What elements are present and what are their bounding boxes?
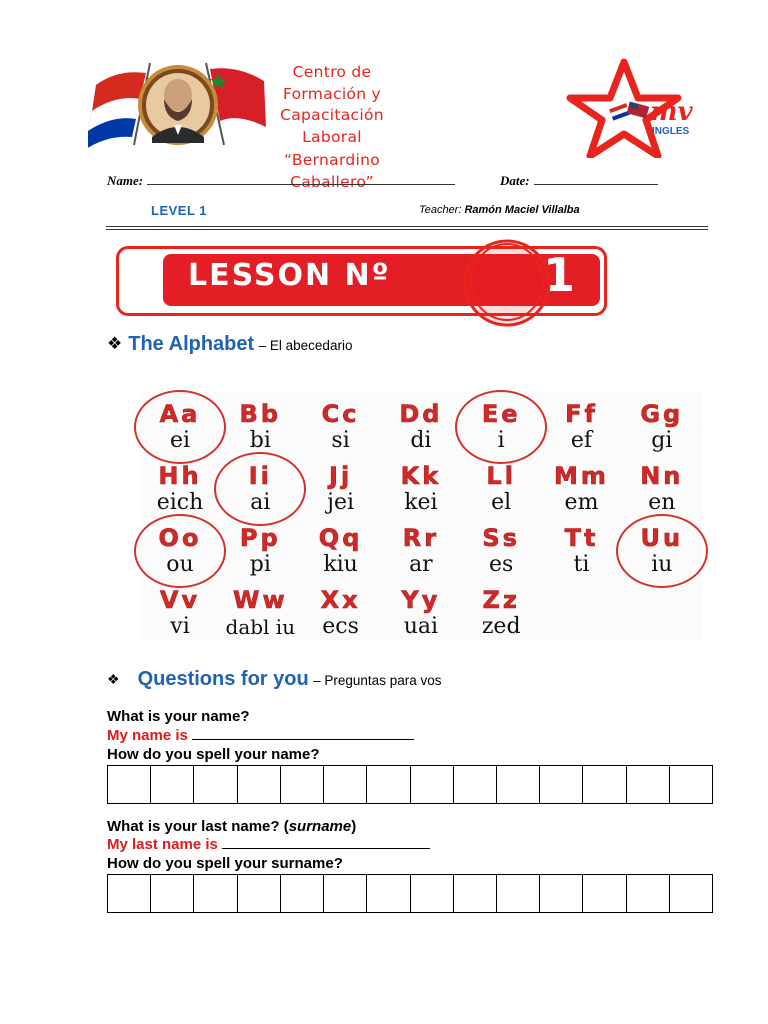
alphabet-title: The Alphabet: [128, 333, 255, 355]
alphabet-subtitle: – El abecedario: [258, 338, 353, 353]
letter-pair: Uu: [640, 524, 684, 552]
alphabet-letter-l: [461, 462, 541, 516]
letter-pronunciation: kei: [404, 490, 438, 515]
alphabet-letter-y: [381, 586, 461, 640]
spelling-box[interactable]: [108, 875, 151, 912]
spelling-box[interactable]: [540, 875, 583, 912]
letter-pair: Cc: [321, 400, 360, 428]
spelling-box[interactable]: [324, 875, 367, 912]
last-name-answer-blank[interactable]: [222, 837, 430, 849]
alphabet-letter-b: [220, 400, 300, 454]
spelling-box[interactable]: [583, 766, 626, 803]
letter-pronunciation: ti: [573, 552, 590, 577]
alphabet-letter-z: [461, 586, 541, 640]
institution-line: Capacitación: [280, 106, 384, 124]
teacher-line: [419, 204, 580, 216]
spelling-box[interactable]: [583, 875, 626, 912]
alphabet-letter-q: [301, 524, 381, 578]
crossed-flags-icon: [609, 102, 649, 121]
letter-pronunciation: ai: [250, 490, 271, 515]
alphabet-letter-p: [220, 524, 300, 578]
letter-pronunciation: jei: [327, 490, 355, 515]
vowel-circle: [455, 390, 547, 464]
question-spell-name: How do you spell your name?: [107, 746, 320, 763]
letter-pair: Bb: [239, 400, 282, 428]
lesson-number: 1: [543, 248, 576, 302]
spelling-box[interactable]: [454, 875, 497, 912]
letter-pair: Jj: [329, 462, 353, 490]
alphabet-letter-g: [622, 400, 702, 454]
spelling-box[interactable]: [411, 766, 454, 803]
alphabet-letter-j: [301, 462, 381, 516]
letter-pronunciation: ou: [166, 552, 194, 577]
answer-name-line: [107, 727, 414, 744]
letter-pair: Nn: [640, 462, 684, 490]
letter-pronunciation: zed: [481, 614, 521, 639]
letter-pronunciation: ef: [570, 428, 593, 453]
question-last-name-prefix: What is your last name? (: [107, 818, 289, 835]
spelling-box[interactable]: [281, 875, 324, 912]
alphabet-letter-v: [140, 586, 220, 640]
letter-pair: Xx: [320, 586, 361, 614]
letter-pair: Gg: [640, 400, 684, 428]
institution-line: Laboral: [302, 127, 362, 146]
letter-pronunciation: en: [648, 490, 676, 515]
name-field-label: [107, 173, 455, 189]
letter-pair: Ff: [565, 400, 598, 428]
letter-pair: Kk: [400, 462, 442, 490]
lesson-number-circle: [460, 236, 555, 331]
spelling-box[interactable]: [497, 766, 540, 803]
alphabet-letter-w: [220, 586, 300, 640]
letter-pronunciation: i: [497, 428, 505, 453]
alphabet-letter-h: [140, 462, 220, 516]
alphabet-letter-k: [381, 462, 461, 516]
questions-title: Questions for you: [137, 668, 309, 690]
letter-pair: Ll: [486, 462, 516, 490]
spelling-box[interactable]: [411, 875, 454, 912]
alphabet-letter-r: [381, 524, 461, 578]
question-last-name: [107, 818, 356, 835]
letter-pronunciation: pi: [249, 552, 271, 577]
spelling-box[interactable]: [367, 766, 410, 803]
letter-pronunciation: uai: [403, 614, 439, 639]
letter-pair: Dd: [399, 400, 443, 428]
spelling-box[interactable]: [194, 875, 237, 912]
alphabet-letter-n: [622, 462, 702, 516]
letter-pronunciation: di: [410, 428, 432, 453]
vowel-circle: [134, 390, 226, 464]
letter-pair: Ee: [481, 400, 521, 428]
mv-ingles-logo: [566, 58, 716, 158]
letter-pair: Ww: [232, 586, 288, 614]
questions-heading: [107, 668, 441, 691]
letter-pronunciation: el: [491, 490, 512, 515]
letter-pronunciation: kiu: [323, 552, 358, 577]
letter-pair: Ii: [248, 462, 272, 490]
spelling-box[interactable]: [194, 766, 237, 803]
spelling-box[interactable]: [324, 766, 367, 803]
date-field-label: [500, 173, 658, 189]
spelling-box[interactable]: [540, 766, 583, 803]
header-divider: [106, 226, 708, 227]
level-label: LEVEL 1: [151, 203, 208, 218]
date-blank[interactable]: [534, 175, 658, 185]
logo-ingles-text: INGLES: [652, 126, 690, 137]
letter-pair: Ss: [482, 524, 520, 552]
letter-pair: Vv: [159, 586, 201, 614]
spelling-box[interactable]: [627, 766, 670, 803]
spelling-box[interactable]: [108, 766, 151, 803]
institution-line: Centro de: [292, 63, 372, 81]
letter-pair: Hh: [158, 462, 202, 490]
spelling-box[interactable]: [454, 766, 497, 803]
letter-pair: Aa: [159, 400, 201, 428]
spelling-box[interactable]: [151, 875, 194, 912]
spelling-box[interactable]: [238, 875, 281, 912]
letter-pronunciation: vi: [170, 614, 190, 639]
institution-name-line: Caballero”: [290, 172, 374, 191]
letter-pair: Zz: [482, 586, 520, 614]
letter-pronunciation: si: [331, 428, 350, 453]
alphabet-letter-d: [381, 400, 461, 454]
alphabet-chart: [140, 392, 702, 640]
teacher-name: Ramón Maciel Villalba: [464, 204, 580, 216]
question-last-name-suffix: ): [351, 818, 357, 835]
vowel-circle: [214, 452, 306, 526]
portrait-medallion: [140, 67, 216, 143]
question-spell-surname: How do you spell your surname?: [107, 855, 343, 872]
letter-pair: Tt: [564, 524, 599, 552]
letter-pronunciation: ei: [169, 428, 191, 453]
alphabet-letter-t: [542, 524, 622, 578]
letter-pronunciation: eich: [156, 490, 204, 515]
answer-name-label: My name is: [107, 727, 188, 744]
date-label: Date:: [500, 173, 530, 188]
alphabet-letter-f: [542, 400, 622, 454]
letter-pair: Qq: [318, 524, 363, 552]
vowel-circle: [134, 514, 226, 588]
letter-pair: Rr: [402, 524, 440, 552]
name-label: Name:: [107, 173, 144, 188]
spelling-box[interactable]: [627, 875, 670, 912]
letter-pronunciation: ar: [409, 552, 433, 577]
spelling-box[interactable]: [238, 766, 281, 803]
letter-pair: Oo: [158, 524, 202, 552]
spelling-box[interactable]: [497, 875, 540, 912]
letter-pronunciation: es: [489, 552, 514, 577]
alphabet-heading: [107, 333, 352, 356]
letter-pronunciation: dabl iu: [225, 615, 296, 639]
alphabet-letter-c: [301, 400, 381, 454]
diamond-bullet-icon: ❖: [107, 334, 123, 353]
header-divider: [106, 229, 708, 230]
letter-pronunciation: em: [564, 490, 599, 515]
letter-pair: Yy: [401, 586, 441, 614]
name-answer-blank[interactable]: [192, 728, 414, 740]
spelling-box[interactable]: [670, 766, 712, 803]
answer-last-name-line: [107, 836, 430, 853]
spell-name-grid: [107, 765, 713, 804]
questions-subtitle: – Preguntas para vos: [313, 673, 442, 688]
name-blank[interactable]: [147, 175, 455, 185]
answer-last-name-label: My last name is: [107, 836, 218, 853]
letter-pair: Mm: [554, 462, 609, 490]
question-name: What is your name?: [107, 708, 250, 725]
spell-surname-grid: [107, 874, 713, 913]
alphabet-letter-m: [542, 462, 622, 516]
institution-name-line: “Bernardino: [284, 151, 380, 169]
question-last-name-italic: surname: [288, 818, 352, 835]
teacher-label: Teacher:: [419, 204, 462, 216]
spelling-box[interactable]: [281, 766, 324, 803]
spelling-box[interactable]: [151, 766, 194, 803]
letter-pronunciation: iu: [651, 552, 673, 577]
logo-mv-text: mv: [650, 97, 693, 127]
alphabet-letter-s: [461, 524, 541, 578]
spelling-box[interactable]: [367, 875, 410, 912]
vowel-circle: [616, 514, 708, 588]
institution-line: Formación y: [282, 84, 382, 103]
letter-pair: Pp: [239, 524, 281, 552]
alphabet-letter-x: [301, 586, 381, 640]
letter-pronunciation: ecs: [322, 614, 359, 639]
lesson-label: LESSON Nº: [188, 258, 391, 293]
letter-pronunciation: bi: [249, 428, 271, 453]
letter-pronunciation: gi: [651, 428, 673, 453]
spelling-box[interactable]: [670, 875, 712, 912]
diamond-bullet-icon: ❖: [107, 671, 120, 687]
school-crest-logo: [88, 55, 268, 150]
